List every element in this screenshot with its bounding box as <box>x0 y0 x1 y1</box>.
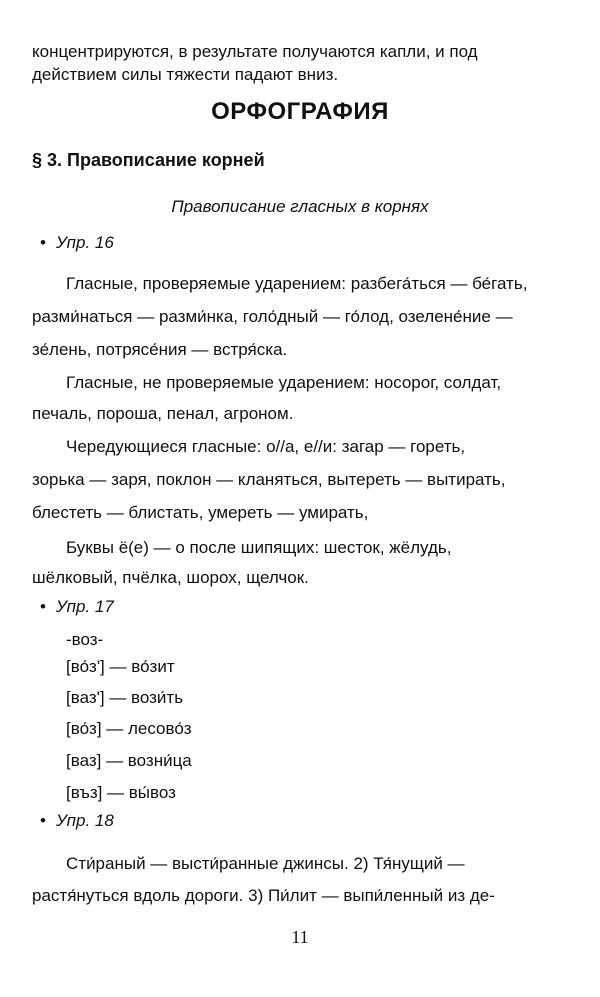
intro-line-1: концентрируются, в результате получаются капли, и под <box>32 42 478 61</box>
ex17-line-6: [въз] — вы́воз <box>66 783 176 802</box>
page-number: 11 <box>291 927 309 947</box>
ex16-line-2: разми́наться — разми́нка, голо́дный — го́лод, озелене́ние — <box>32 307 513 326</box>
ex18-line-1: Сти́раный — высти́ранные джинсы. 2) Тя́нущий — <box>66 854 465 873</box>
exercise-18-text: Упр. 18 <box>55 811 114 830</box>
exercise-17-text: Упр. 17 <box>55 597 114 616</box>
ex16-line-5: печаль, пороша, пенал, агроном. <box>32 404 294 423</box>
subsection-title: Правописание гласных в корнях <box>171 197 429 216</box>
ex16-line-4: Гласные, не проверяемые ударением: носорог, солдат, <box>66 373 502 392</box>
ex17-line-3: [ваз'] — вози́ть <box>66 688 184 707</box>
ex17-line-5: [ваз] — возни́ца <box>66 751 192 770</box>
ex16-line-8: блестеть — блистать, умереть — умирать, <box>32 503 369 522</box>
ex16-line-3: зе́лень, потрясе́ния — встря́ска. <box>32 340 288 359</box>
intro-line-2: действием силы тяжести падают вниз. <box>32 65 339 84</box>
ex16-line-7: зорька — заря, поклон — кланяться, вытереть — вытирать, <box>32 470 506 489</box>
chapter-heading: ОРФОГРАФИЯ <box>211 98 389 125</box>
bullet-icon: • <box>40 811 46 830</box>
ex16-line-9: Буквы ё(е) — о после шипящих: шесток, жёлудь, <box>66 538 452 557</box>
exercise-16-label <box>40 233 114 253</box>
ex18-line-2: растя́нуться вдоль дороги. 3) Пи́лит — выпи́ленный из де- <box>32 886 495 905</box>
section-title: § 3. Правописание корней <box>32 150 265 170</box>
exercise-16-text: Упр. 16 <box>55 233 114 252</box>
exercise-18-label <box>40 811 114 831</box>
bullet-icon: • <box>40 597 46 616</box>
ex17-line-1: -воз- <box>66 630 104 649</box>
ex17-line-2: [во́з'] — во́зит <box>66 657 175 676</box>
bullet-icon: • <box>40 233 46 252</box>
ex16-line-10: шёлковый, пчёлка, шорох, щелчок. <box>32 568 309 587</box>
exercise-17-label <box>40 597 114 617</box>
ex16-line-1: Гласные, проверяемые ударением: разбега́ться — бе́гать, <box>66 274 528 293</box>
ex17-line-4: [во́з] — лесово́з <box>66 719 192 738</box>
ex16-line-6: Чередующиеся гласные: о//а, е//и: загар — гореть, <box>66 437 466 456</box>
